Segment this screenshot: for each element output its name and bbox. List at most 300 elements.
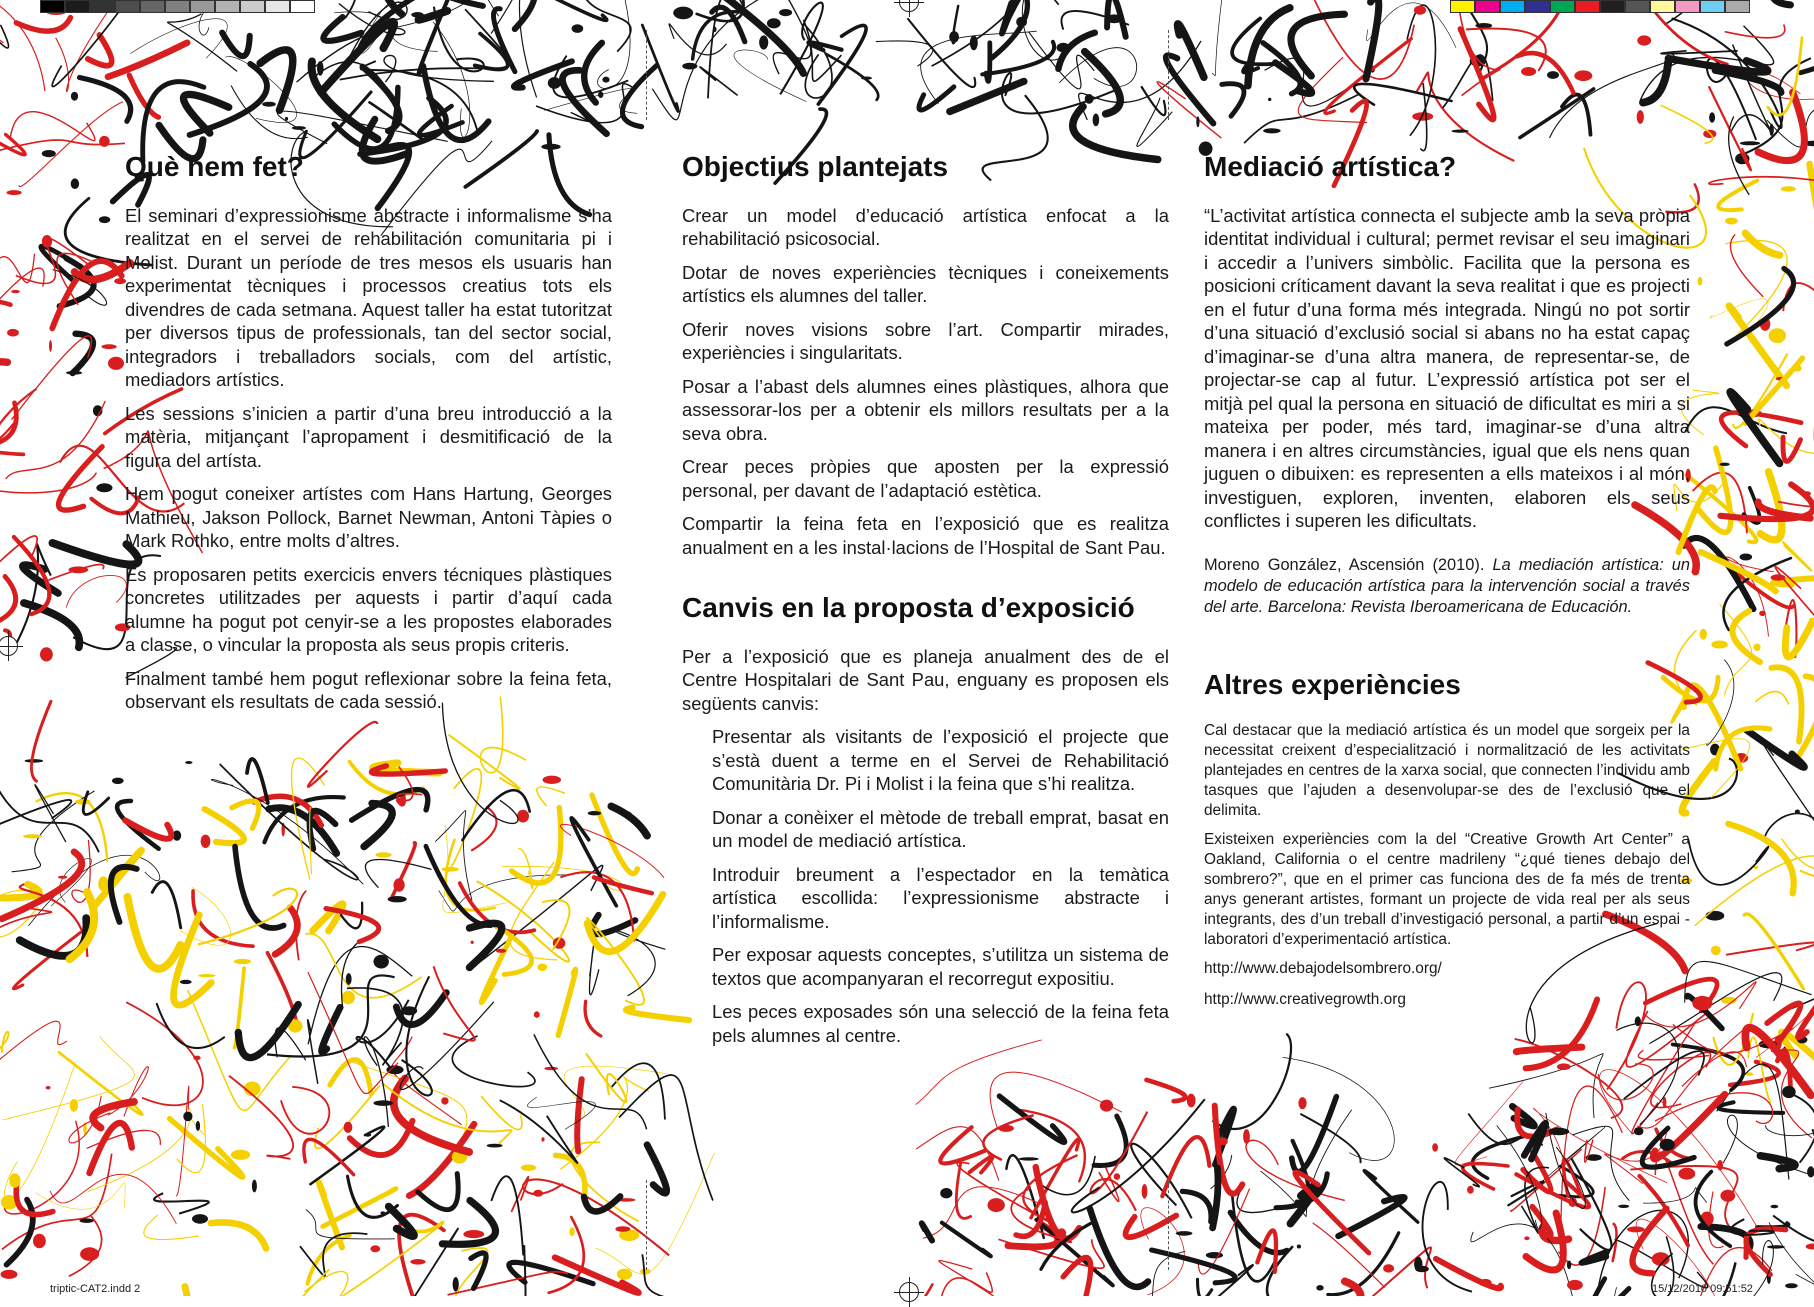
objective-item: Dotar de noves experiències tècniques i coneixements artístics els alumnes del taller. xyxy=(682,261,1169,308)
paragraph: El seminari d’expressionisme abstracte i informalisme s’ha realitzat en el servei de rehabilitación comunitaria pi i Molist. Durant un període de tres mesos els usuaris han experimentat tècniques i processos creatius tots els divendres de cada setmana. Aquest taller ha estat tutoritzat per diversos tipus de professionals, tan del sector social, integradors i treballadors socials, com del artístic, mediadors artístics. xyxy=(125,204,612,392)
paint-line xyxy=(1459,5,1500,95)
color-swatch xyxy=(1725,0,1750,13)
paint-drip xyxy=(970,1157,993,1173)
paint-line xyxy=(1769,1222,1814,1284)
paint-blob xyxy=(617,1269,632,1280)
color-swatch xyxy=(40,0,65,13)
paint-drip xyxy=(88,35,112,66)
change-item: Introduir breument a l’espectador en la temàtica artística escollida: l’expressionisme abstracte i l’informalisme. xyxy=(712,863,1169,934)
crop-mark xyxy=(646,1180,647,1270)
color-swatch xyxy=(165,0,190,13)
paint-drip xyxy=(157,1004,224,1048)
changes-list xyxy=(682,725,1169,1047)
crop-mark xyxy=(646,30,647,120)
paint-drip xyxy=(1162,1137,1209,1196)
paint-drip xyxy=(472,807,497,850)
objective-item: Crear un model d’educació artística enfocat a la rehabilitació psicosocial. xyxy=(682,204,1169,251)
paint-drip xyxy=(940,1127,985,1163)
paint-blob xyxy=(1467,1186,1474,1194)
paint-blob xyxy=(386,1065,403,1074)
crop-mark xyxy=(1168,1180,1169,1270)
paint-line xyxy=(1212,0,1225,76)
paint-blob xyxy=(517,810,529,823)
paint-blob xyxy=(1618,1205,1629,1208)
paint-blob xyxy=(374,955,389,969)
paint-line xyxy=(66,575,126,607)
paint-blob xyxy=(112,778,124,784)
color-swatch xyxy=(1575,0,1600,13)
heading-other-experiences: Altres experiències xyxy=(1204,668,1690,702)
paint-blob xyxy=(99,216,110,223)
color-swatch xyxy=(190,0,215,13)
paint-drip xyxy=(1791,1094,1814,1163)
paint-line xyxy=(0,1032,8,1069)
paint-drip xyxy=(1783,437,1801,461)
paint-blob xyxy=(1268,98,1271,101)
paint-drip xyxy=(1328,1233,1399,1295)
paint-blob xyxy=(58,876,68,879)
paint-blob xyxy=(1711,946,1721,956)
color-swatch xyxy=(1525,0,1550,13)
paragraph: Finalment també hem pogut reflexionar sobre la feina feta, observant els resultats de cada sessió. xyxy=(125,667,612,714)
paint-line xyxy=(435,811,472,901)
paint-blob xyxy=(1383,1264,1394,1272)
paint-line xyxy=(0,254,35,322)
paint-blob xyxy=(411,12,423,18)
paint-blob xyxy=(534,1011,540,1018)
paint-drip xyxy=(1746,730,1804,768)
paint-drip xyxy=(1756,692,1788,704)
change-item: Per exposar aquests conceptes, s’utilitza un sistema de textos que acompanyaran el recorregut expositiu. xyxy=(712,943,1169,990)
changes-intro: Per a l’exposició que es planeja anualment des de el Centre Hospitalari de Sant Pau, enguany es proposen els següents canvis: xyxy=(682,645,1169,716)
paint-drip xyxy=(1292,1097,1337,1172)
paint-blob xyxy=(588,811,601,815)
paint-blob xyxy=(196,1121,200,1131)
paint-blob xyxy=(940,1188,952,1198)
paint-blob xyxy=(1217,1137,1228,1145)
paint-drip xyxy=(808,42,841,50)
paint-blob xyxy=(1557,1063,1571,1070)
paint-drip xyxy=(1729,306,1786,386)
paint-blob xyxy=(71,92,78,101)
heading-exhibition-changes: Canvis en la proposta d’exposició xyxy=(682,591,1169,625)
paint-blob xyxy=(1016,17,1027,27)
paint-drip xyxy=(1172,1265,1253,1296)
paint-blob xyxy=(71,178,79,189)
color-swatch xyxy=(1650,0,1675,13)
paint-drip xyxy=(1482,11,1559,79)
paint-blob xyxy=(1414,6,1426,15)
paint-blob xyxy=(1524,1236,1529,1240)
paint-blob xyxy=(1725,218,1738,225)
paint-blob xyxy=(1452,130,1469,133)
paint-blob xyxy=(40,647,53,661)
color-swatch xyxy=(1500,0,1525,13)
paint-blob xyxy=(1479,1279,1491,1287)
color-swatch xyxy=(240,0,265,13)
paint-drip xyxy=(0,268,44,325)
paint-blob xyxy=(441,867,459,872)
color-swatch xyxy=(1475,0,1500,13)
paint-drip xyxy=(330,1060,371,1094)
objective-item: Compartir la feina feta en l’exposició que es realitza anualment en a les instal·lacions de l’Hospital de Sant Pau. xyxy=(682,512,1169,559)
paint-drip xyxy=(108,43,187,77)
registration-mark xyxy=(899,1282,919,1302)
paint-blob xyxy=(543,776,562,784)
color-swatch xyxy=(215,0,240,13)
paint-blob xyxy=(1634,1127,1644,1135)
paint-line xyxy=(308,722,377,787)
paint-blob xyxy=(496,949,507,953)
paint-drip xyxy=(0,362,7,437)
paint-line xyxy=(452,1036,535,1087)
paint-line xyxy=(708,0,745,98)
paint-blob xyxy=(198,974,215,977)
color-swatch xyxy=(1625,0,1650,13)
paint-blob xyxy=(108,357,124,370)
paint-blob xyxy=(615,1226,630,1232)
paint-drip xyxy=(577,1079,581,1151)
paint-blob xyxy=(1567,1280,1583,1290)
color-swatch xyxy=(140,0,165,13)
paint-blob xyxy=(193,1056,200,1061)
paint-line xyxy=(1709,177,1814,185)
paint-blob xyxy=(46,1086,51,1089)
change-item: Presentar als visitants de l’exposició el projecte que s’està duent a terme en el Servei de Rehabilitació Comunitària Dr. Pi i Molist i la feina que s’hi realitza. xyxy=(712,725,1169,796)
paint-blob xyxy=(262,102,276,107)
paint-blob xyxy=(1414,1257,1422,1272)
objective-item: Oferir noves visions sobre l’art. Compartir mirades, experiències i singularitats. xyxy=(682,318,1169,365)
objective-item: Crear peces pròpies que aposten per la expressió personal, per davant de l’adaptació estètica. xyxy=(682,455,1169,502)
paint-drip xyxy=(611,806,647,835)
paint-blob xyxy=(572,24,584,33)
paint-line xyxy=(1212,1034,1291,1129)
paint-line xyxy=(1002,73,1120,114)
paint-blob xyxy=(1637,110,1644,124)
paint-blob xyxy=(1548,1128,1569,1136)
paint-drip xyxy=(1725,25,1784,38)
paint-blob xyxy=(7,329,19,337)
paint-blob xyxy=(1019,1157,1039,1160)
paint-blob xyxy=(370,1245,380,1252)
paint-blob xyxy=(1574,70,1592,81)
paint-drip xyxy=(146,1287,188,1297)
paint-drip xyxy=(1727,943,1814,955)
paint-blob xyxy=(1782,1086,1796,1098)
paint-drip xyxy=(205,809,244,843)
paint-drip xyxy=(1213,1168,1218,1228)
paint-blob xyxy=(1719,463,1729,466)
paint-blob xyxy=(201,835,211,848)
paint-drip xyxy=(0,445,23,454)
paint-blob xyxy=(185,761,192,764)
paint-blob xyxy=(234,959,251,964)
paint-blob xyxy=(346,973,352,985)
paint-blob xyxy=(192,1214,208,1224)
paint-blob xyxy=(1807,1166,1814,1177)
paint-blob xyxy=(1297,1245,1301,1249)
paint-line xyxy=(6,401,106,479)
paint-blob xyxy=(1769,328,1786,343)
paint-blob xyxy=(1781,186,1796,191)
paint-drip xyxy=(170,1119,243,1178)
column-artistic-mediation xyxy=(1204,150,1690,1021)
paint-blob xyxy=(1753,644,1760,651)
paint-blob xyxy=(713,27,716,33)
paint-line xyxy=(0,473,96,493)
paint-drip xyxy=(128,897,181,969)
paint-drip xyxy=(700,67,737,95)
paint-blob xyxy=(96,483,112,492)
paint-blob xyxy=(1100,1100,1113,1112)
paint-blob xyxy=(23,834,42,838)
paint-blob xyxy=(1771,574,1786,580)
paint-line xyxy=(938,1272,993,1296)
paint-drip xyxy=(950,81,1024,111)
paint-blob xyxy=(1795,810,1800,814)
paint-drip xyxy=(70,1217,102,1276)
paint-blob xyxy=(1678,1168,1695,1180)
paint-drip xyxy=(1649,5,1727,64)
paint-blob xyxy=(779,9,792,16)
paint-drip xyxy=(80,78,131,122)
paint-line xyxy=(1283,1057,1394,1160)
paint-drip xyxy=(1733,611,1760,662)
paint-line xyxy=(1572,1126,1629,1200)
paint-drip xyxy=(986,43,990,82)
paint-blob xyxy=(1521,67,1536,76)
paint-drip xyxy=(908,19,975,87)
paint-line xyxy=(773,0,811,74)
paint-line xyxy=(523,1179,669,1255)
paint-blob xyxy=(544,1067,558,1071)
paint-blob xyxy=(42,150,56,157)
paint-drip xyxy=(1058,33,1094,69)
paint-blob xyxy=(49,340,52,352)
color-swatch xyxy=(1450,0,1475,13)
citation-author: Moreno González, Ascensión (2010). xyxy=(1204,556,1484,574)
change-item: Les peces exposades són una selecció de la feina feta pels alumnes al centre. xyxy=(712,1000,1169,1047)
paint-drip xyxy=(389,1207,414,1237)
heading-objectives: Objectius plantejats xyxy=(682,150,1169,184)
process-color-bar xyxy=(1450,0,1750,14)
paragraph: Es proposaren petits exercicis envers técniques plàstiques concretes utilitzades per aquests i partir d’aquí cada alumne ha pogut pot cenyir-se a les propostes elaborades a classe, o vincular la proposta als seus propis criteris. xyxy=(125,563,612,657)
column-what-we-did xyxy=(125,150,612,724)
paint-drip xyxy=(1771,667,1801,741)
paint-drip xyxy=(647,1145,667,1193)
paint-blob xyxy=(1769,124,1773,136)
paint-blob xyxy=(1627,1226,1645,1232)
paint-line xyxy=(400,1002,494,1090)
paint-blob xyxy=(533,1190,543,1197)
paint-drip xyxy=(594,877,652,893)
file-slug: triptic-CAT2.indd 2 xyxy=(50,1283,140,1295)
paint-drip xyxy=(222,33,250,56)
paint-drip xyxy=(919,87,954,110)
paint-drip xyxy=(0,576,16,636)
paint-line xyxy=(300,1233,367,1276)
color-swatch xyxy=(90,0,115,13)
paint-drip xyxy=(429,0,483,6)
paint-drip xyxy=(942,1223,991,1257)
paint-drip xyxy=(512,1177,529,1211)
paint-line xyxy=(642,1254,727,1296)
paint-drip xyxy=(1661,106,1713,144)
paint-drip xyxy=(1198,1279,1212,1296)
paint-blob xyxy=(1114,1173,1120,1180)
paint-blob xyxy=(1717,1160,1723,1171)
timestamp-slug: 15/12/2010 09:51:52 xyxy=(1652,1283,1753,1295)
paint-blob xyxy=(1698,277,1703,286)
paint-drip xyxy=(983,1116,1032,1160)
paint-blob xyxy=(1806,1244,1814,1250)
paint-blob xyxy=(1432,1143,1438,1151)
paint-blob xyxy=(441,1097,448,1104)
other-experiences-body xyxy=(1204,721,1690,950)
paint-blob xyxy=(1176,1231,1193,1236)
paint-blob xyxy=(1740,554,1753,561)
paint-blob xyxy=(11,290,20,293)
color-swatch xyxy=(1550,0,1575,13)
paint-drip xyxy=(592,915,635,934)
paint-blob xyxy=(537,964,547,971)
paint-blob xyxy=(9,1173,20,1187)
column-objectives xyxy=(682,150,1169,1057)
paint-blob xyxy=(487,1144,503,1148)
paint-drip xyxy=(876,41,933,66)
paragraph: Les sessions s’inicien a partir d’una breu introducció a la matèria, mitjançant l’apropament i desmitificació de la figura del artísta. xyxy=(125,402,612,473)
paint-drip xyxy=(626,1008,689,1020)
color-swatch xyxy=(290,0,315,13)
paint-blob xyxy=(541,1137,544,1141)
paint-line xyxy=(229,1076,293,1159)
paint-blob xyxy=(1243,1129,1250,1144)
paint-blob xyxy=(988,1198,1005,1212)
paint-line xyxy=(518,848,532,888)
paint-blob xyxy=(471,941,474,944)
paint-drip xyxy=(561,872,634,941)
paint-drip xyxy=(492,1176,524,1254)
paint-blob xyxy=(569,1227,574,1236)
paint-drip xyxy=(238,1005,298,1058)
paint-line xyxy=(0,0,45,91)
paragraph: Hem pogut coneixer artístes com Hans Hartung, Georges Mathieu, Jakson Pollock, Barnet Newman, Antoni Tàpies o Mark Rothko, entre molts d’altres. xyxy=(125,482,612,553)
paint-blob xyxy=(388,896,407,902)
paint-drip xyxy=(1587,1279,1629,1296)
paint-drip xyxy=(622,65,656,126)
change-item: Donar a conèixer el mètode de treball emprat, basat en un model de mediació artística. xyxy=(712,806,1169,853)
objective-item: Posar a l’abast dels alumnes eines plàstiques, alhora que assessorar-los per a obtenir els millors resultats per a la seva obra. xyxy=(682,375,1169,446)
paint-line xyxy=(581,0,631,52)
paint-blob xyxy=(66,371,82,375)
paint-drip xyxy=(1718,181,1757,210)
paint-line xyxy=(281,1087,329,1134)
paint-drip xyxy=(1147,1080,1186,1101)
paint-blob xyxy=(453,1277,459,1292)
paragraph: Existeixen experiències com la del “Creative Growth Art Center” a Oakland, California o el centre madrileny “¿qué tienes debajo del sombrero?”, que en el primer cas funciona des de fa més de trenta anys generant artistes, formant un projecte de vida real per als seus integrants, des d’un treball d’investigació personal, a partir d’un espai - laboratori d’experimentació artística. xyxy=(1204,830,1690,950)
citation-title: La mediación artística: un modelo de educación artística para la intervención social a través del arte. Barcelona: Revista Iberoamericana de Educación. xyxy=(1204,556,1690,616)
paint-drip xyxy=(1035,1157,1095,1195)
paint-blob xyxy=(375,852,391,857)
paint-drip xyxy=(24,603,80,647)
paint-line xyxy=(215,1271,348,1296)
link-creativegrowth[interactable]: http://www.creativegrowth.org xyxy=(1204,990,1690,1010)
color-swatch xyxy=(1600,0,1625,13)
color-swatch xyxy=(1700,0,1725,13)
paint-blob xyxy=(1692,996,1712,1011)
paint-blob xyxy=(1759,611,1766,616)
paint-blob xyxy=(1767,1245,1785,1248)
paint-blob xyxy=(374,1100,394,1106)
paint-drip xyxy=(211,1222,266,1248)
paint-drip xyxy=(1516,1047,1582,1052)
crop-mark xyxy=(1168,30,1169,120)
paint-drip xyxy=(585,1001,601,1036)
paint-drip xyxy=(152,882,181,928)
paint-blob xyxy=(1700,629,1707,640)
paint-drip xyxy=(247,759,268,803)
paint-blob xyxy=(1142,1184,1148,1199)
paint-blob xyxy=(1785,1283,1798,1288)
paint-drip xyxy=(1810,164,1814,220)
paint-drip xyxy=(1718,1102,1783,1113)
paint-blob xyxy=(1706,911,1725,921)
paint-drip xyxy=(0,302,11,334)
paint-drip xyxy=(1772,0,1791,5)
mediation-quote: “L’activitat artística connecta el subjecte amb la seva pròpia identitat individual i cultural; permet revisar el seu imaginari i accedir a l’univers simbòlic. Facilita que la persona es posicioni críticament davant la seva realitat i que es projecti en el futur d’una forma més integrada. Ningú no pot sortir d’una situació d’exclusió social si abans no ha estat capaç d’imaginar-se d’una altra manera, de representar-se, de projectar-se cap al futur. L’expressió artística pot ser el mitjà pel qual la persona en situació de dificultat es miri a si mateixa per poder, més tard, imaginar-se d’una altra manera i en altres circumstàncies, igual que els nens quan juguen o dibuixen: es representen a ells mateixos i al món, investiguen, exploren, inventen, elaboren els seus conflictes i superen les dificultats. xyxy=(1204,204,1690,533)
paint-blob xyxy=(1793,365,1802,372)
paint-blob xyxy=(342,991,355,1004)
paint-drip xyxy=(323,17,361,41)
color-swatch xyxy=(65,0,90,13)
paint-drip xyxy=(16,18,70,32)
paint-blob xyxy=(521,1165,536,1171)
paint-drip xyxy=(1783,542,1811,570)
paint-blob xyxy=(231,1150,250,1160)
paint-drip xyxy=(418,1174,458,1210)
heading-artistic-mediation: Mediació artística? xyxy=(1204,150,1690,184)
paint-blob xyxy=(25,759,44,763)
paint-drip xyxy=(537,787,565,806)
citation xyxy=(1204,555,1690,618)
paint-blob xyxy=(1567,1261,1571,1270)
paint-drip xyxy=(144,1215,199,1239)
paint-blob xyxy=(80,1219,94,1223)
paint-blob xyxy=(602,77,609,83)
paint-blob xyxy=(1711,641,1728,649)
grayscale-color-bar xyxy=(40,0,315,14)
link-debajodelsombrero[interactable]: http://www.debajodelsombrero.org/ xyxy=(1204,959,1690,979)
paint-blob xyxy=(1093,114,1100,127)
paint-blob xyxy=(1196,116,1199,127)
paint-blob xyxy=(410,1259,425,1265)
paint-blob xyxy=(7,190,22,195)
paint-line xyxy=(590,946,599,995)
paint-drip xyxy=(1785,621,1812,657)
paint-blob xyxy=(1,1270,18,1279)
paint-drip xyxy=(611,1063,665,1119)
paint-line xyxy=(1455,1081,1523,1165)
paint-blob xyxy=(70,1099,78,1112)
paint-blob xyxy=(1263,128,1281,133)
paint-line xyxy=(10,112,95,141)
color-swatch xyxy=(265,0,290,13)
paint-blob xyxy=(673,7,693,20)
paint-blob xyxy=(1740,141,1760,145)
paint-drip xyxy=(73,334,93,373)
paint-blob xyxy=(1298,1097,1306,1109)
paint-blob xyxy=(252,1180,257,1193)
